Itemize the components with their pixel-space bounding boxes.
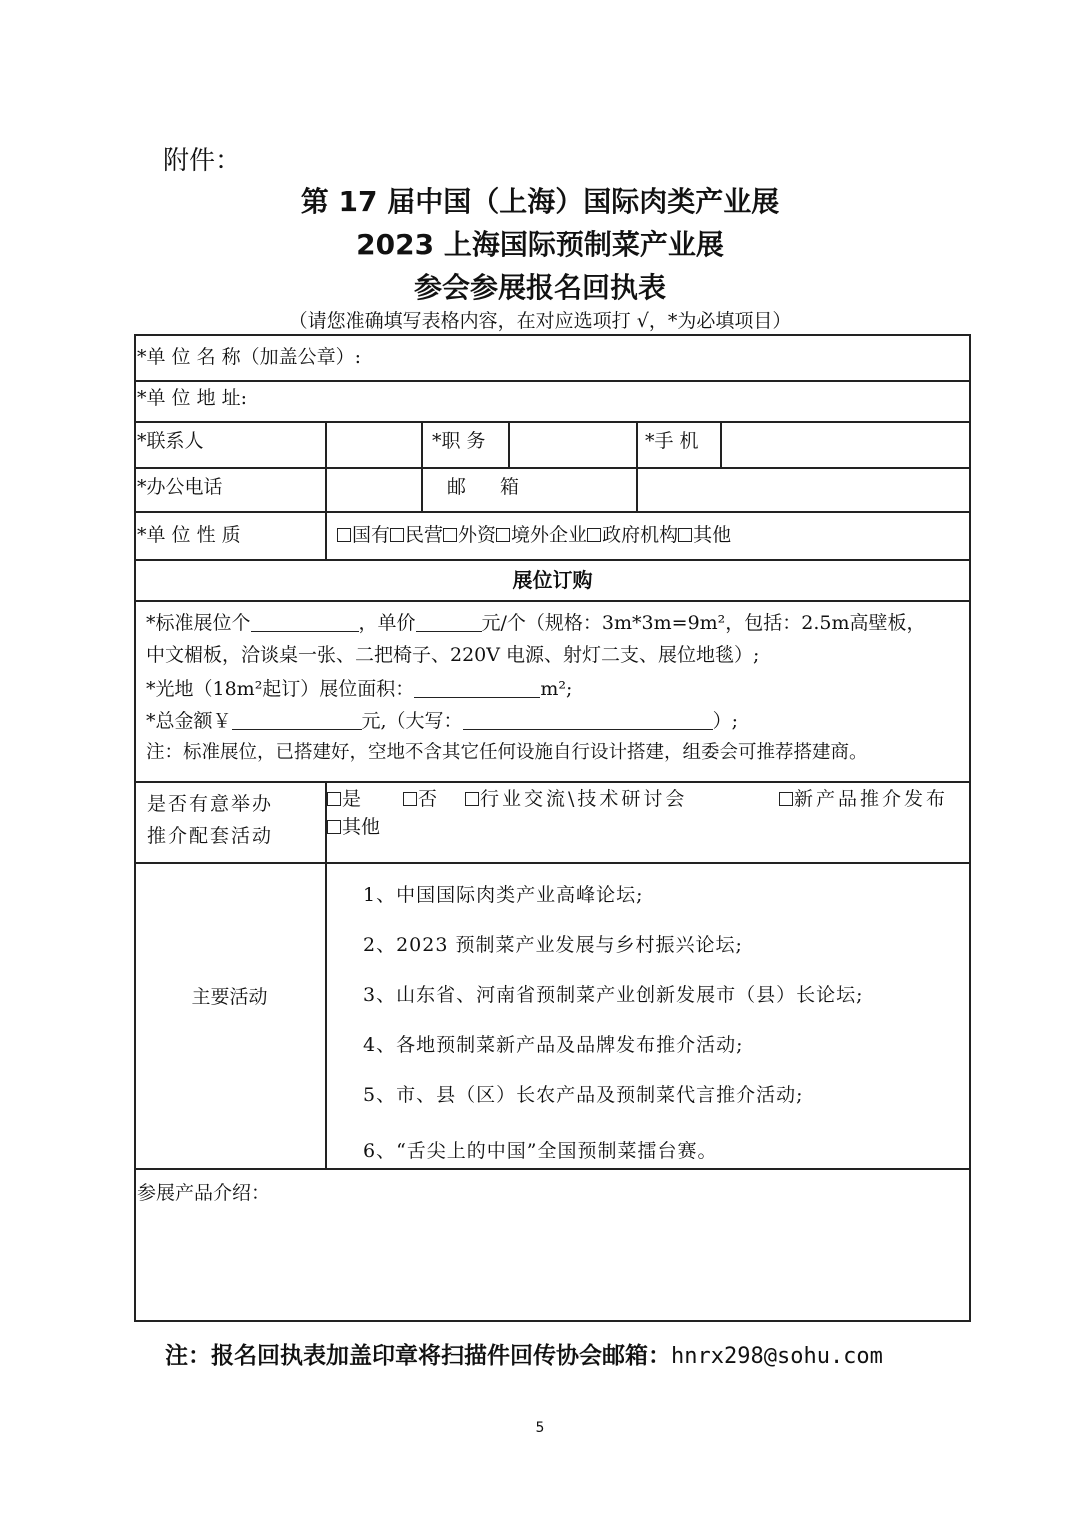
table-line — [134, 862, 971, 864]
event-option-yes[interactable]: 是 — [327, 790, 361, 809]
activity-item: 4、各地预制菜新产品及品牌发布推介活动; — [363, 1034, 744, 1056]
activity-item: 5、市、县（区）长农产品及预制菜代言推介活动; — [363, 1084, 804, 1106]
booth-note: 注：标准展位，已搭建好，空地不含其它任何设施自行设计搭建，组委会可推荐搭建商。 — [146, 742, 868, 763]
mobile-label: *手 机 — [645, 430, 699, 452]
booth-raw-space-line: *光地（18m²起订）展位面积： m²; — [146, 678, 573, 700]
checkbox-icon — [587, 528, 601, 542]
products-field[interactable] — [137, 1212, 967, 1316]
table-border-top — [134, 334, 971, 336]
footer-email[interactable]: hnrx298@sohu.com — [671, 1344, 883, 1369]
office-phone-field[interactable] — [328, 470, 419, 510]
footer-note: 注：报名回执表加盖印章将扫描件回传协会邮箱：hnrx298@sohu.com — [165, 1343, 883, 1369]
table-line — [325, 781, 327, 1169]
activity-item: 1、中国国际肉类产业高峰论坛; — [363, 884, 644, 906]
org-address-label: *单 位 地 址: — [137, 387, 248, 409]
checkbox-icon — [465, 792, 479, 806]
booth-standard-line: *标准展位个 ，单价 元/个（规格：3m*3m=9m²，包括：2.5m高壁板， — [146, 612, 926, 634]
event-option-no[interactable]: 否 — [403, 790, 437, 809]
checkbox-icon — [403, 792, 417, 806]
org-type-option[interactable]: 政府机构 — [587, 524, 678, 546]
booth-section-heading: 展位订购 — [512, 568, 593, 592]
position-field[interactable] — [511, 424, 634, 466]
contact-label: *联系人 — [137, 430, 204, 452]
table-line — [134, 380, 971, 382]
org-name-field[interactable] — [420, 383, 965, 419]
org-type-option[interactable]: 外资 — [443, 524, 496, 546]
event-option-forum[interactable]: 行业交流\技术研讨会 — [465, 790, 687, 809]
org-type-option[interactable]: 国有 — [337, 524, 390, 546]
org-type-option[interactable]: 境外企业 — [496, 524, 587, 546]
booth-standard-includes: 中文楣板，洽谈桌一张、二把椅子、220V 电源、射灯二支、展位地毯）; — [146, 644, 760, 666]
table-border-right — [969, 334, 971, 1321]
total-amount-field[interactable] — [232, 711, 362, 730]
page-title: 第 17 届中国（上海）国际肉类产业展 — [300, 185, 780, 218]
activities-label: 主要活动 — [191, 986, 268, 1008]
checkbox-icon — [327, 792, 341, 806]
products-label: 参展产品介绍： — [137, 1182, 271, 1204]
table-line — [508, 421, 510, 468]
table-line — [134, 600, 971, 602]
org-name-label: *单 位 名 称（加盖公章）: — [137, 346, 362, 368]
contact-field[interactable] — [328, 424, 419, 466]
table-border-bottom — [134, 1320, 971, 1322]
org-type-label: *单 位 性 质 — [137, 524, 241, 546]
attachment-label: 附件： — [163, 146, 242, 176]
standard-booth-count-field[interactable] — [251, 613, 359, 632]
org-type-options — [337, 526, 731, 545]
page-title-line2: 2023 上海国际预制菜产业展 — [356, 228, 724, 261]
activity-item: 3、山东省、河南省预制菜产业创新发展市（县）长论坛; — [363, 984, 864, 1006]
activity-item: 6、“舌尖上的中国”全国预制菜擂台赛。 — [363, 1140, 718, 1162]
activity-item: 2、2023 预制菜产业发展与乡村振兴论坛; — [363, 934, 743, 956]
checkbox-icon — [779, 792, 793, 806]
table-line — [421, 421, 423, 512]
page-title-line3: 参会参展报名回执表 — [413, 271, 666, 304]
table-line — [636, 421, 638, 512]
page-number: 5 — [535, 1420, 545, 1436]
checkbox-icon — [678, 528, 692, 542]
checkbox-icon — [496, 528, 510, 542]
email-field[interactable] — [639, 470, 967, 510]
booth-total-line: *总金额￥ 元,（大写： ）; — [146, 710, 738, 732]
table-line — [325, 421, 327, 560]
unit-price-field[interactable] — [416, 613, 482, 632]
form-instructions: （请您准确填写表格内容，在对应选项打 √，*为必填项目） — [288, 310, 792, 332]
checkbox-icon — [337, 528, 351, 542]
raw-space-area-field[interactable] — [414, 679, 540, 698]
mobile-field[interactable] — [723, 424, 967, 466]
checkbox-icon — [390, 528, 404, 542]
table-line — [134, 1168, 971, 1170]
office-phone-label: *办公电话 — [137, 476, 223, 498]
events-label-line2: 推介配套活动 — [147, 825, 274, 847]
total-amount-words-field[interactable] — [463, 711, 713, 730]
table-line — [134, 781, 971, 783]
position-label: *职 务 — [432, 430, 486, 452]
table-line — [134, 559, 971, 561]
table-line — [134, 511, 971, 513]
events-label-line1: 是否有意举办 — [147, 793, 274, 815]
table-line — [134, 467, 971, 469]
org-type-option[interactable]: 其他 — [678, 524, 731, 546]
table-line — [134, 421, 971, 423]
event-option-launch[interactable]: 新产品推介发布 — [779, 790, 948, 809]
table-border-left — [134, 334, 136, 1321]
email-label: 邮 箱 — [447, 476, 534, 498]
checkbox-icon — [443, 528, 457, 542]
table-line — [720, 421, 722, 468]
event-option-other[interactable]: 其他 — [327, 818, 380, 837]
checkbox-icon — [327, 820, 341, 834]
org-type-option[interactable]: 民营 — [390, 524, 443, 546]
